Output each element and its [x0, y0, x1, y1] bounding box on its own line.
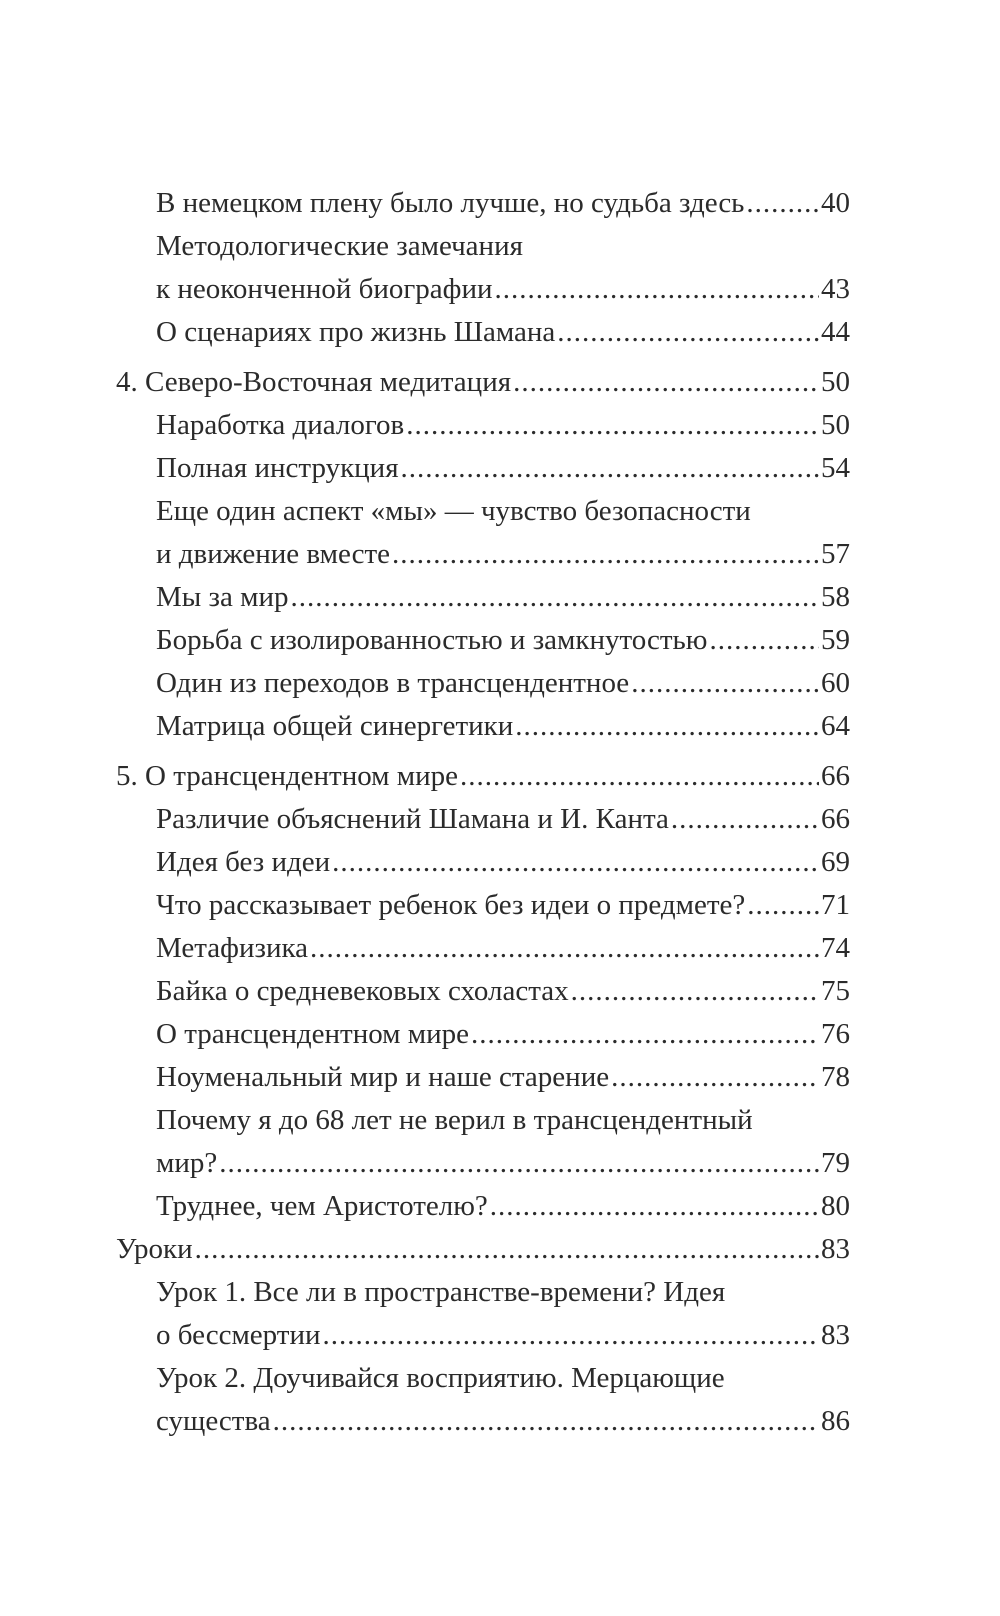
- toc-entry[interactable]: [156, 835, 850, 879]
- dot-leader: [611, 1060, 819, 1094]
- toc-entry-page: 71: [821, 889, 850, 921]
- toc-chapter-title: Уроки: [116, 1233, 193, 1265]
- toc-entry-title: О трансцендентном мире: [156, 1018, 470, 1050]
- toc-entry-page: 83: [821, 1233, 850, 1265]
- toc-entry[interactable]: [156, 878, 850, 922]
- toc-entry-page: 66: [821, 803, 850, 835]
- toc-entry-title: Почему я до 68 лет не верил в трансцендентный: [156, 1104, 753, 1136]
- toc-entry-title: мир?: [156, 1147, 218, 1179]
- dot-leader: [471, 1017, 819, 1051]
- toc-entry-title: Один из переходов в трансцендентное: [156, 667, 630, 699]
- toc-entry-page: 83: [821, 1319, 850, 1351]
- dot-leader: [332, 845, 819, 879]
- dot-leader: [273, 1404, 819, 1438]
- toc-entry[interactable]: [156, 570, 850, 614]
- toc-entry-page: 43: [821, 273, 850, 305]
- toc-entry-page: 78: [821, 1061, 850, 1093]
- toc-entry-title: О сценариях про жизнь Шамана: [156, 316, 556, 348]
- toc-entry-page: 44: [821, 316, 850, 348]
- dot-leader: [310, 931, 819, 965]
- dot-leader: [709, 623, 819, 657]
- dot-leader: [323, 1318, 819, 1352]
- dot-leader: [747, 888, 819, 922]
- toc-entry-page: 57: [821, 538, 850, 570]
- toc-entry-title: В немецком плену было лучше, но судьба здесь: [156, 187, 745, 219]
- toc-entry[interactable]: [156, 1179, 850, 1223]
- toc-entry-title: к неоконченной биографии: [156, 273, 493, 305]
- toc-chapter[interactable]: [116, 1222, 850, 1266]
- dot-leader: [746, 186, 819, 220]
- toc-entry[interactable]: [156, 1007, 850, 1051]
- toc-entry: [156, 484, 850, 528]
- toc-entry-page: 75: [821, 975, 850, 1007]
- toc-entry[interactable]: [156, 527, 850, 571]
- toc-entry-page: 40: [821, 187, 850, 219]
- toc-entry[interactable]: [156, 305, 850, 349]
- toc-entry[interactable]: [156, 398, 850, 442]
- dot-leader: [513, 365, 819, 399]
- toc-entry-page: 50: [821, 366, 850, 398]
- toc-entry-title: Урок 1. Все ли в пространстве-времени? Идея: [156, 1276, 726, 1308]
- toc-entry-title: Ноуменальный мир и наше старение: [156, 1061, 610, 1093]
- toc-entry-page: 58: [821, 581, 850, 613]
- dot-leader: [495, 272, 819, 306]
- toc-entry-page: 50: [821, 409, 850, 441]
- toc-entry-title: о бессмертии: [156, 1319, 321, 1351]
- toc-entry-page: 80: [821, 1190, 850, 1222]
- toc-entry[interactable]: [156, 441, 850, 485]
- toc-entry-page: 69: [821, 846, 850, 878]
- dot-leader: [392, 537, 819, 571]
- dot-leader: [515, 709, 819, 743]
- toc-entry-title: Матрица общей синергетики: [156, 710, 514, 742]
- dot-leader: [490, 1189, 819, 1223]
- dot-leader: [406, 408, 819, 442]
- dot-leader: [557, 315, 819, 349]
- toc-entry-page: 60: [821, 667, 850, 699]
- dot-leader: [460, 759, 819, 793]
- toc-entry-title: Труднее, чем Аристотелю?: [156, 1190, 488, 1222]
- toc-entry[interactable]: [156, 262, 850, 306]
- dot-leader: [195, 1232, 819, 1266]
- toc-entry-title: Идея без идеи: [156, 846, 331, 878]
- toc-entry[interactable]: [156, 656, 850, 700]
- dot-leader: [401, 451, 819, 485]
- toc-entry: [156, 1093, 850, 1137]
- toc-entry[interactable]: [156, 1050, 850, 1094]
- toc-entry-page: 59: [821, 624, 850, 656]
- toc-entry[interactable]: [156, 964, 850, 1008]
- toc-chapter[interactable]: [116, 355, 850, 399]
- toc-entry-title: Что рассказывает ребенок без идеи о предмете?: [156, 889, 746, 921]
- toc-entry[interactable]: [156, 1308, 850, 1352]
- toc-chapter-title: 5. О трансцендентном мире: [116, 760, 459, 792]
- toc-chapter-title: 4. Северо-Восточная медитация: [116, 366, 512, 398]
- toc-entry-title: существа: [156, 1405, 271, 1437]
- toc-entry-title: Различие объяснений Шамана и И. Канта: [156, 803, 669, 835]
- toc-entry-title: Байка о средневековых схоластах: [156, 975, 569, 1007]
- toc-entry-title: Методологические замечания: [156, 230, 523, 262]
- toc-entry[interactable]: [156, 176, 850, 220]
- toc-entry: [156, 219, 850, 263]
- toc-entry-title: Еще один аспект «мы» — чувство безопасности: [156, 495, 751, 527]
- toc-entry-title: Борьба с изолированностью и замкнутостью: [156, 624, 708, 656]
- toc-entry-title: Метафизика: [156, 932, 308, 964]
- toc-entry-page: 86: [821, 1405, 850, 1437]
- toc-entry-page: 54: [821, 452, 850, 484]
- toc-entry[interactable]: [156, 792, 850, 836]
- dot-leader: [571, 974, 819, 1008]
- toc-entry-title: и движение вместе: [156, 538, 390, 570]
- dot-leader: [631, 666, 819, 700]
- toc-entry-page: 64: [821, 710, 850, 742]
- toc-entry[interactable]: [156, 613, 850, 657]
- dot-leader: [219, 1146, 819, 1180]
- toc-entry: [156, 1265, 850, 1309]
- toc-entry[interactable]: [156, 921, 850, 965]
- toc-entry-page: 66: [821, 760, 850, 792]
- toc-entry-title: Наработка диалогов: [156, 409, 405, 441]
- toc-entry[interactable]: [156, 1394, 850, 1438]
- toc-entry-title: Мы за мир: [156, 581, 289, 613]
- toc-entry[interactable]: [156, 699, 850, 743]
- dot-leader: [671, 802, 819, 836]
- toc-entry-title: Полная инструкция: [156, 452, 399, 484]
- toc-entry: [156, 1351, 850, 1395]
- toc-entry[interactable]: [156, 1136, 850, 1180]
- toc-entry-page: 74: [821, 932, 850, 964]
- toc-entry-page: 76: [821, 1018, 850, 1050]
- toc-entry-title: Урок 2. Доучивайся восприятию. Мерцающие: [156, 1362, 725, 1394]
- toc-chapter[interactable]: [116, 749, 850, 793]
- toc-entry-page: 79: [821, 1147, 850, 1179]
- dot-leader: [290, 580, 819, 614]
